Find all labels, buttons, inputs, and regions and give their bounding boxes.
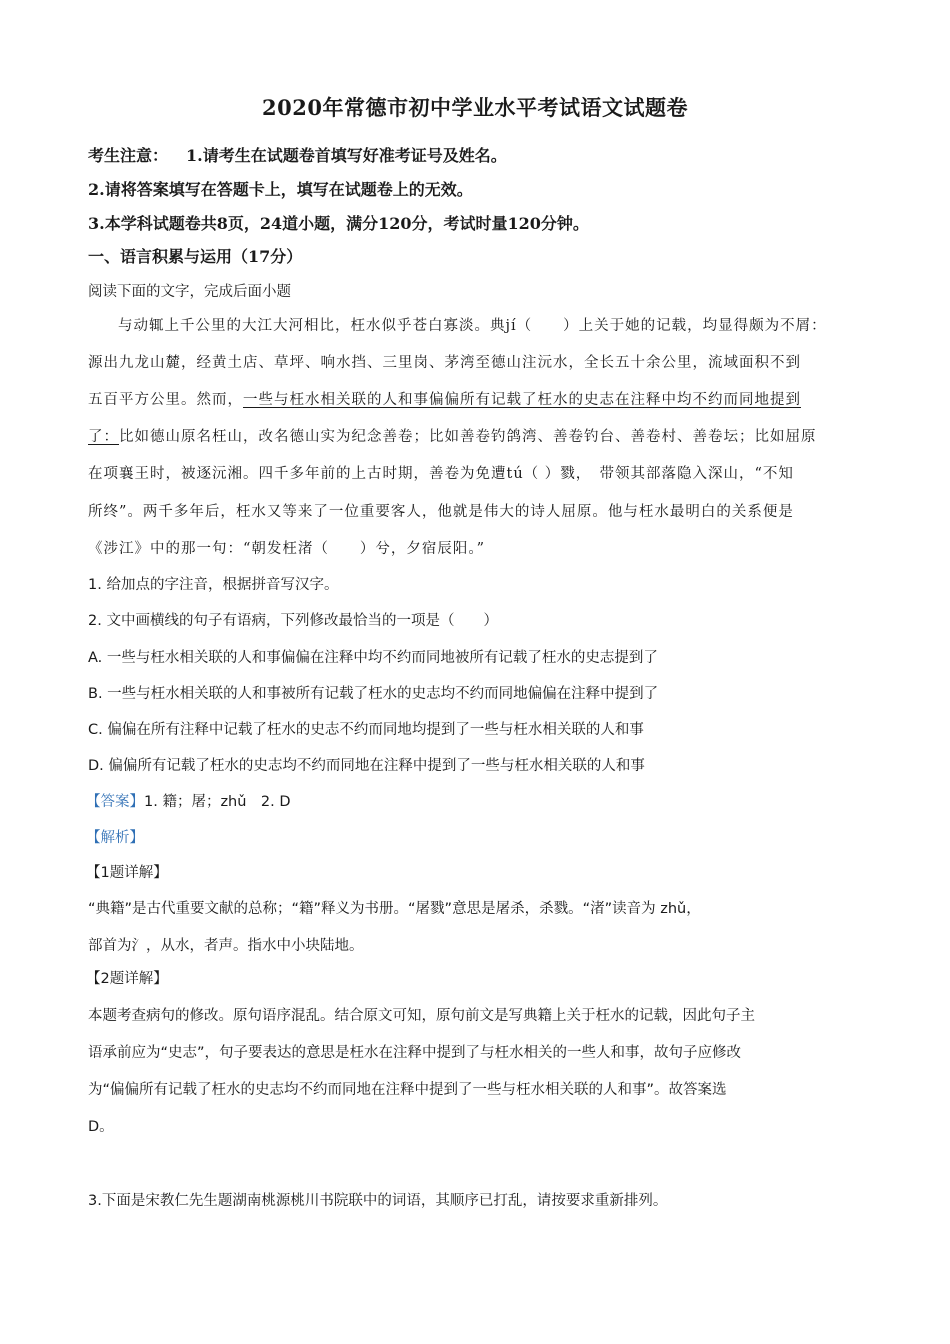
option-d: D. 偏偏所有记载了枉水的史志均不约而同地在注释中提到了一些与枉水相关联的人和事 <box>88 758 645 774</box>
passage-line-7: 《涉江》中的那一句：“朝发枉渚（ ）兮，夕宿辰阳。” <box>88 541 486 557</box>
answer-line <box>86 792 291 812</box>
notice-item-3: 3.本学科试题卷共8页，24道小题，满分120分，考试时量120分钟。 <box>88 214 589 233</box>
answer-text: 1. 籍；屠；zhǔ 2. D <box>144 794 291 810</box>
passage-line-5: 在项襄王时，被逐沅湘。四千多年前的上古时期，善卷为免遭tú（ ）戮， 带领其部落隐入深山，“不知 <box>88 466 794 482</box>
detail-1-line-2: 部首为氵，从水，者声。指水中小块陆地。 <box>88 938 364 954</box>
passage-line-6: 所终”。两千多年后，枉水又等来了一位重要客人，他就是伟大的诗人屈原。他与枉水最明白的关系便是 <box>88 504 794 520</box>
detail-2-line-4: D。 <box>88 1119 114 1135</box>
option-a: A. 一些与枉水相关联的人和事偏偏在注释中均不约而同地被所有记载了枉水的史志提到了 <box>88 650 658 666</box>
option-b: B. 一些与枉水相关联的人和事被所有记载了枉水的史志均不约而同地偏偏在注释中提到了 <box>88 686 659 702</box>
question-1: 1. 给加点的字注音，根据拼音写汉字。 <box>88 577 339 593</box>
underlined-sentence-end: 了： <box>88 429 119 445</box>
passage-line-2: 源出九龙山麓，经黄土店、草坪、响水挡、三里岗、茅湾至德山注沅水，全长五十余公里，流域面积不到 <box>88 355 801 371</box>
option-c: C. 偏偏在所有注释中记载了枉水的史志不约而同地均提到了一些与枉水相关联的人和事 <box>88 722 644 738</box>
underlined-sentence: 一些与枉水相关联的人和事偏偏所有记载了枉水的史志在注释中均不约而同地提到 <box>243 392 801 408</box>
answer-label: 【答案】 <box>86 794 144 810</box>
detail-1-label: 【1题详解】 <box>86 865 168 881</box>
page-title: 2020年常德市初中学业水平考试语文试题卷 <box>262 95 688 120</box>
notice-line-1 <box>88 146 507 166</box>
detail-2-line-3: 为“偏偏所有记载了枉水的史志均不约而同地在注释中提到了一些与枉水相关联的人和事”。故答案选 <box>88 1082 727 1098</box>
detail-2-line-1: 本题考查病句的修改。原句语序混乱。结合原文可知，原句前文是写典籍上关于枉水的记载，因此句子主 <box>88 1008 755 1024</box>
detail-2-label: 【2题详解】 <box>86 971 168 987</box>
analysis-label: 【解析】 <box>86 830 144 846</box>
passage-text: 五百平方公里。然而， <box>88 392 243 408</box>
notice-item-1: 1.请考生在试题卷首填写好准考证号及姓名。 <box>186 146 507 165</box>
notice-label: 考生注意： <box>88 146 169 165</box>
section-heading: 一、语言积累与运用（17分） <box>88 247 303 266</box>
passage-line-1: 与动辄上千公里的大江大河相比，枉水似乎苍白寡淡。典jí（ ）上关于她的记载，均显得颇为不屑： <box>118 318 827 334</box>
instruction-text: 阅读下面的文字，完成后面小题 <box>88 284 291 300</box>
question-2: 2. 文中画横线的句子有语病，下列修改最恰当的一项是（ ） <box>88 613 498 629</box>
detail-2-line-2: 语承前应为“史志”，句子要表达的意思是枉水在注释中提到了与枉水相关的一些人和事，故句子应修改 <box>88 1045 742 1061</box>
question-3: 3.下面是宋教仁先生题湖南桃源桃川书院联中的词语，其顺序已打乱，请按要求重新排列。 <box>88 1193 668 1209</box>
passage-line-4 <box>88 427 817 447</box>
passage-text: 比如德山原名枉山，改名德山实为纪念善卷；比如善卷钓鸽湾、善卷钓台、善卷村、善卷坛；比如屈原 <box>119 429 817 445</box>
notice-item-2: 2.请将答案填写在答题卡上，填写在试题卷上的无效。 <box>88 180 473 199</box>
passage-line-3 <box>88 390 801 410</box>
detail-1-line-1: “典籍”是古代重要文献的总称；“籍”释义为书册。“屠戮”意思是屠杀，杀戮。“渚”读音为 zhǔ， <box>88 901 701 917</box>
